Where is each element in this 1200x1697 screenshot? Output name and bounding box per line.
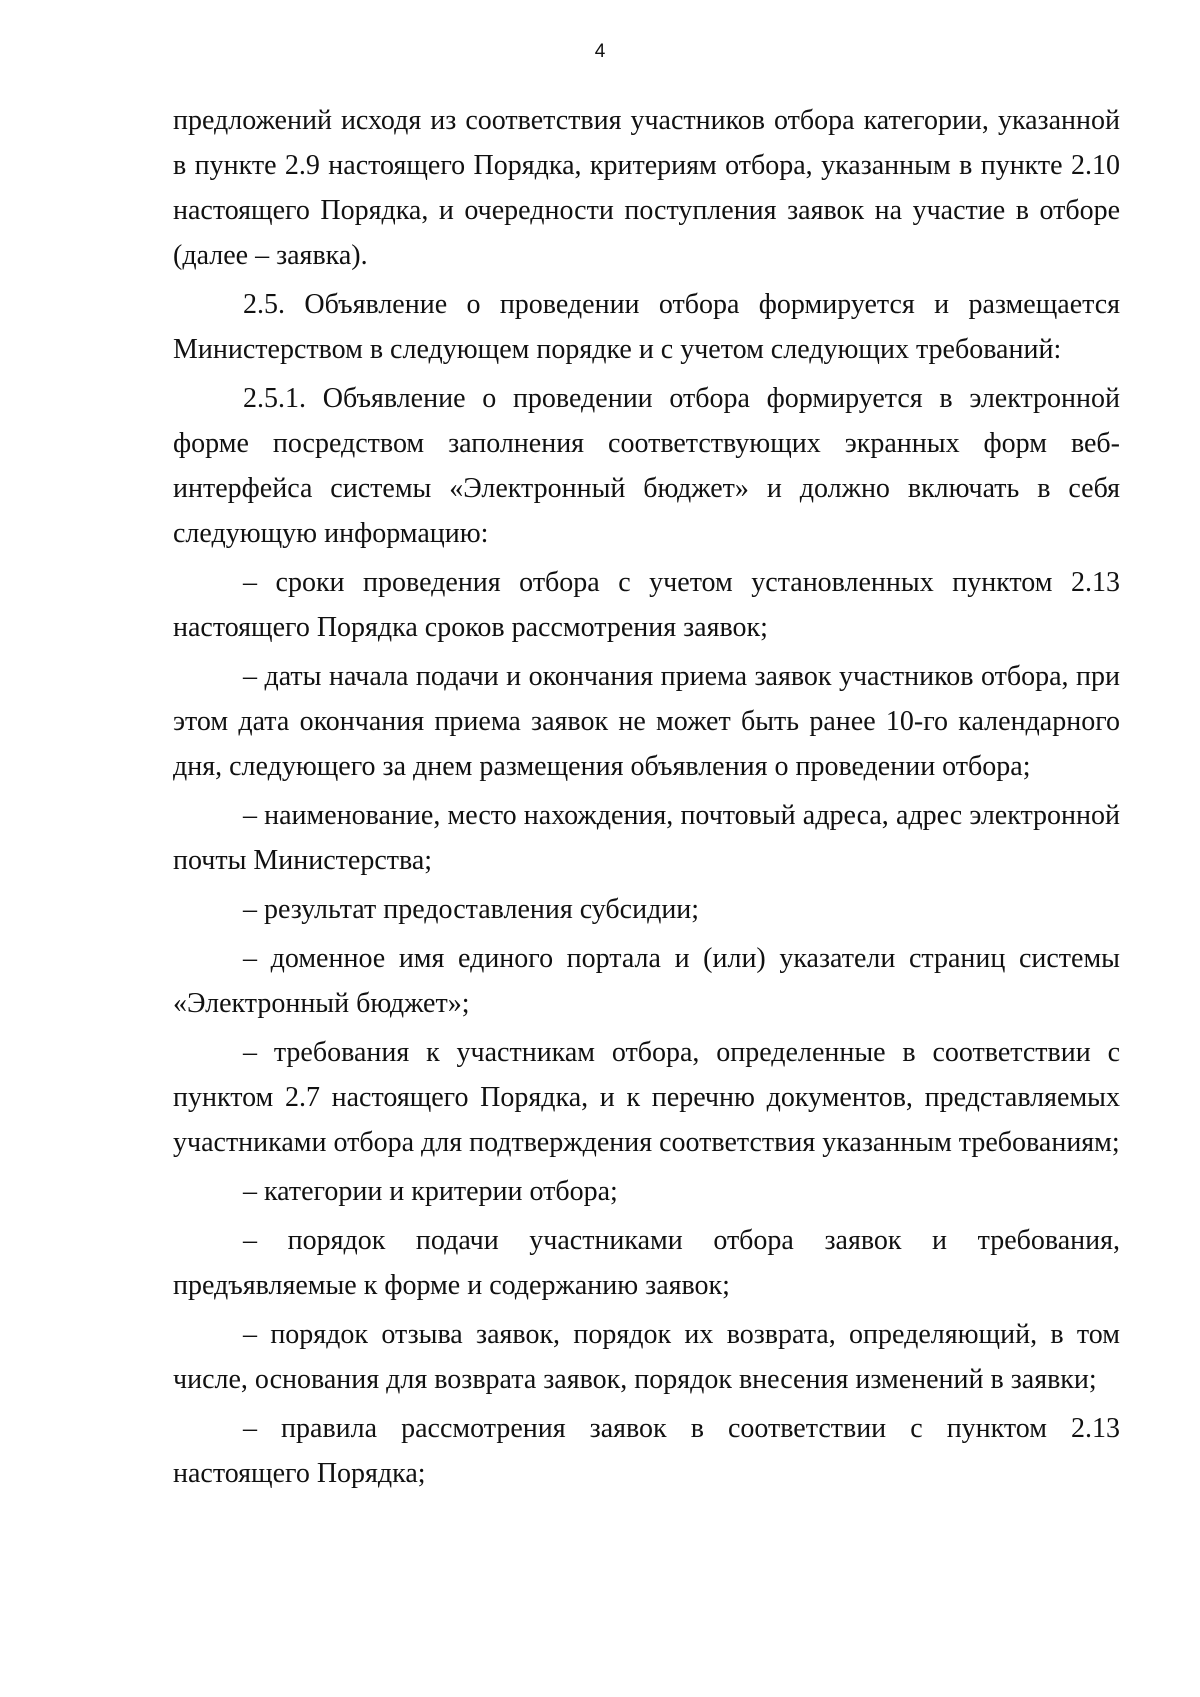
page-number: 4 [594, 41, 606, 62]
list-item-dates: – даты начала подачи и окончания приема заявок участников отбора, при этом дата окончания приема заявок не может быть ранее 10-го календарного дня, следующего за днем размещения объявления о проведении отбора; [173, 661, 1120, 782]
list-item-review-rules: – правила рассмотрения заявок в соответствии с пунктом 2.13 настоящего Порядка; [173, 1413, 1120, 1489]
paragraph-section-2-5: 2.5. Объявление о проведении отбора формируется и размещается Министерством в следующем порядке и с учетом следующих требований: [173, 289, 1120, 365]
list-item-ministry-address: – наименование, место нахождения, почтовый адреса, адрес электронной почты Министерства; [173, 800, 1120, 876]
list-item-domain-name: – доменное имя единого портала и (или) указатели страниц системы «Электронный бюджет»; [173, 943, 1120, 1019]
list-item-deadlines: – сроки проведения отбора с учетом установленных пунктом 2.13 настоящего Порядка сроков рассмотрения заявок; [173, 567, 1120, 643]
list-item-categories-criteria: – категории и критерии отбора; [243, 1176, 618, 1207]
list-item-subsidy-result: – результат предоставления субсидии; [243, 894, 700, 925]
paragraph-continuation: предложений исходя из соответствия участников отбора категории, указанной в пункте 2.9 настоящего Порядка, критериям отбора, указанным в пункте 2.10 настоящего Порядка, и очередности поступления заявок на участие в отборе (далее – заявка). [173, 105, 1120, 271]
paragraph-section-2-5-1: 2.5.1. Объявление о проведении отбора формируется в электронной форме посредством заполнения соответствующих экранных форм веб-интерфейса системы «Электронный бюджет» и должно включать в себя следующую информацию: [173, 383, 1120, 549]
list-item-participant-requirements: – требования к участникам отбора, определенные в соответствии с пунктом 2.7 настоящего Порядка, и к перечню документов, представляемых участниками отбора для подтверждения соответствия указанным требованиям; [173, 1037, 1120, 1158]
document-body [173, 98, 1120, 1500]
list-item-submission-procedure: – порядок подачи участниками отбора заявок и требования, предъявляемые к форме и содержанию заявок; [173, 1225, 1120, 1301]
list-item-withdrawal-procedure: – порядок отзыва заявок, порядок их возврата, определяющий, в том числе, основания для возврата заявок, порядок внесения изменений в заявки; [173, 1319, 1120, 1395]
